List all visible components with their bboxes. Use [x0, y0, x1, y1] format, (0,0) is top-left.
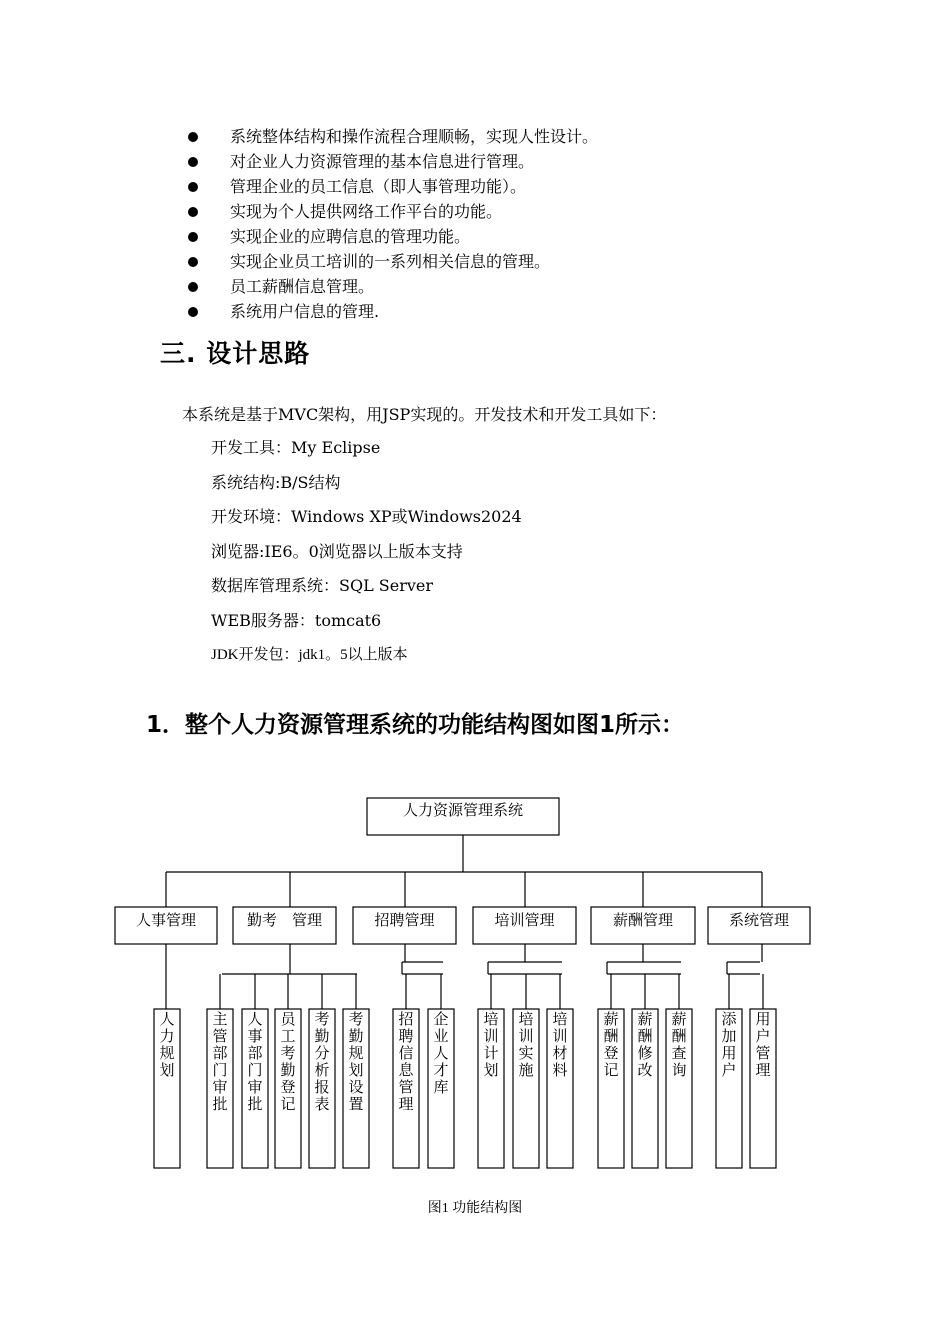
- feature-text: 员工薪酬信息管理。: [230, 277, 375, 296]
- leaf-label: 考勤规划设置: [348, 1010, 364, 1113]
- figure-caption: 图1 功能结构图: [427, 1201, 523, 1216]
- leaf-label: 培训材料: [552, 1010, 568, 1079]
- feature-text: 对企业人力资源管理的基本信息进行管理。: [230, 152, 535, 171]
- feature-text: 实现企业员工培训的一系列相关信息的管理。: [230, 252, 551, 271]
- section-title: 三. 设计思路: [160, 339, 311, 368]
- leaf-label: 薪酬登记: [603, 1010, 619, 1079]
- module-label: 勤考 管理: [246, 911, 322, 929]
- tool-item: 浏览器:IE6。0浏览器以上版本支持: [211, 541, 463, 561]
- leaf-label: 企业人才库: [433, 1010, 449, 1096]
- tool-item: JDK开发包：jdk1。5以上版本: [211, 647, 408, 663]
- intro-paragraph: 本系统是基于MVC架构，用JSP实现的。开发技术和开发工具如下：: [182, 405, 667, 424]
- diagram-heading: 1．整个人力资源管理系统的功能结构图如图1所示：: [146, 712, 685, 738]
- leaf-label: 招聘信息管理: [398, 1010, 414, 1113]
- leaf-label: 培训实施: [518, 1010, 534, 1079]
- tool-item: 数据库管理系统：SQL Server: [211, 576, 434, 595]
- module-label: 招聘管理: [374, 911, 435, 929]
- leaf-label: 人事部门审批: [247, 1010, 263, 1113]
- root-node-label: 人力资源管理系统: [402, 801, 523, 819]
- leaf-label: 用户管理: [755, 1010, 771, 1079]
- leaf-label: 人力规划: [159, 1010, 175, 1079]
- tool-item: 开发工具：My Eclipse: [211, 438, 381, 457]
- module-label: 薪酬管理: [612, 911, 673, 929]
- feature-text: 实现企业的应聘信息的管理功能。: [230, 227, 471, 246]
- module-label: 系统管理: [728, 911, 789, 929]
- module-label: 人事管理: [135, 911, 196, 929]
- leaf-label: 添加用户: [721, 1010, 737, 1079]
- leaf-label: 考勤分析报表: [314, 1010, 330, 1113]
- tool-item: 开发环境：Windows XP或Windows2024: [211, 507, 522, 526]
- leaf-label: 主管部门审批: [212, 1010, 228, 1113]
- leaf-label: 薪酬修改: [637, 1010, 653, 1079]
- leaf-label: 薪酬查询: [671, 1010, 687, 1079]
- feature-text: 实现为个人提供网络工作平台的功能。: [230, 202, 503, 221]
- leaf-label: 员工考勤登记: [280, 1010, 296, 1113]
- feature-text: 系统用户信息的管理.: [230, 302, 380, 321]
- leaf-label: 培训计划: [483, 1010, 499, 1079]
- feature-text: 系统整体结构和操作流程合理顺畅，实现人性设计。: [230, 127, 599, 146]
- module-label: 培训管理: [494, 911, 555, 929]
- tool-item: WEB服务器：tomcat6: [211, 610, 382, 630]
- feature-text: 管理企业的员工信息（即人事管理功能）。: [230, 177, 527, 196]
- tool-item: 系统结构:B/S结构: [211, 472, 341, 492]
